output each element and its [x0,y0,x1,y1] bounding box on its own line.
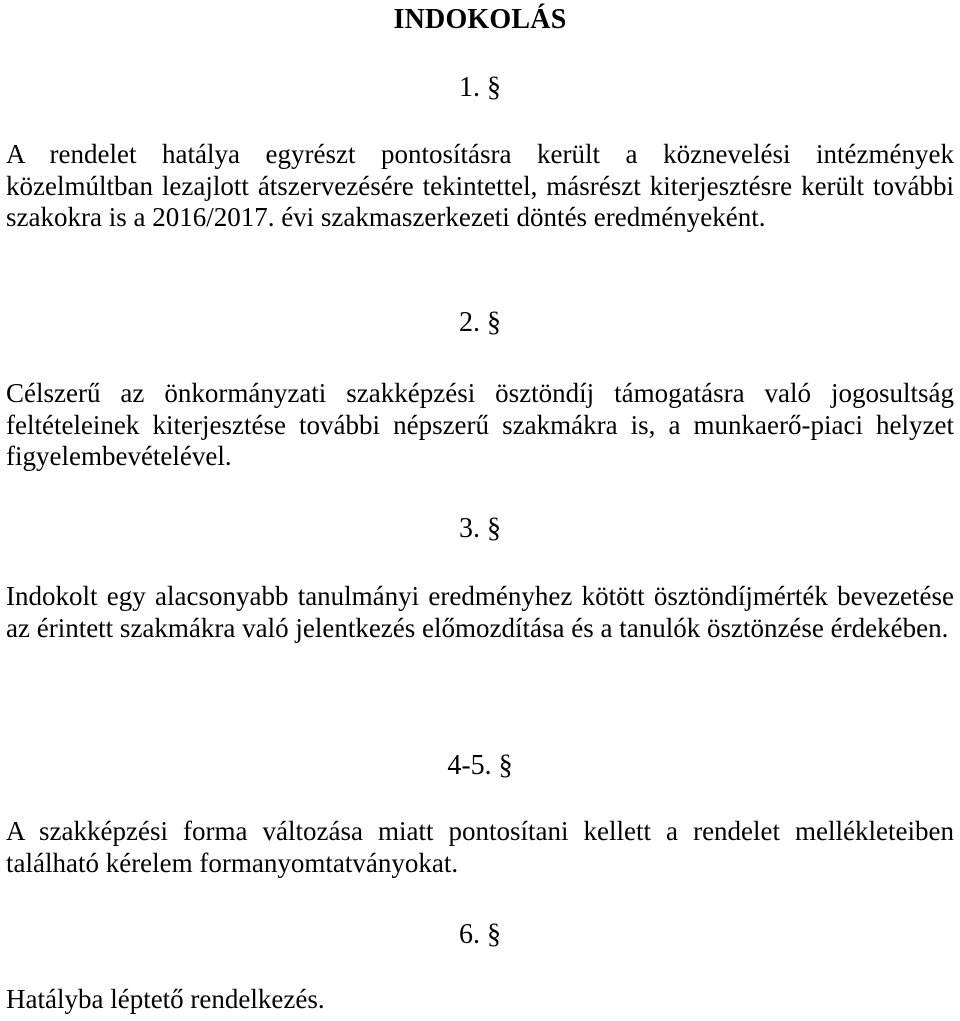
section-heading-2: 2. § [459,307,501,338]
section-text-4-5: A szakképzési forma változása miatt pontosítani kellett a rendelet mellékleteiben található kérelem formanyomtatványokat. [6,816,954,878]
section-text-2: Célszerű az önkormányzati szakképzési ösztöndíj támogatásra való jogosultság feltételeinek kiterjesztése további népszerű szakmákra is, a munkaerő-piaci helyzet figyelembevételével. [6,378,954,471]
section-text-6: Hatályba léptető rendelkezés. [6,984,325,1014]
section-heading-1: 1. § [459,72,501,103]
section-heading-3: 3. § [459,513,501,544]
section-text-3: Indokolt egy alacsonyabb tanulmányi eredményhez kötött ösztöndíjmérték bevezetése az érintett szakmákra való jelentkezés előmozdítása és a tanulók ösztönzése érdekében. [6,581,954,643]
document-title: INDOKOLÁS [393,4,567,35]
section-text-1: A rendelet hatálya egyrészt pontosításra került a köznevelési intézmények közelmúltban lezajlott átszervezésére tekintettel, másrészt kiterjesztésre került további szakokra is a 2016/2017. évi szakmaszerkezeti döntés eredményeként. [6,139,954,232]
section-heading-6: 6. § [459,919,501,950]
section-heading-4-5: 4-5. § [447,750,513,781]
